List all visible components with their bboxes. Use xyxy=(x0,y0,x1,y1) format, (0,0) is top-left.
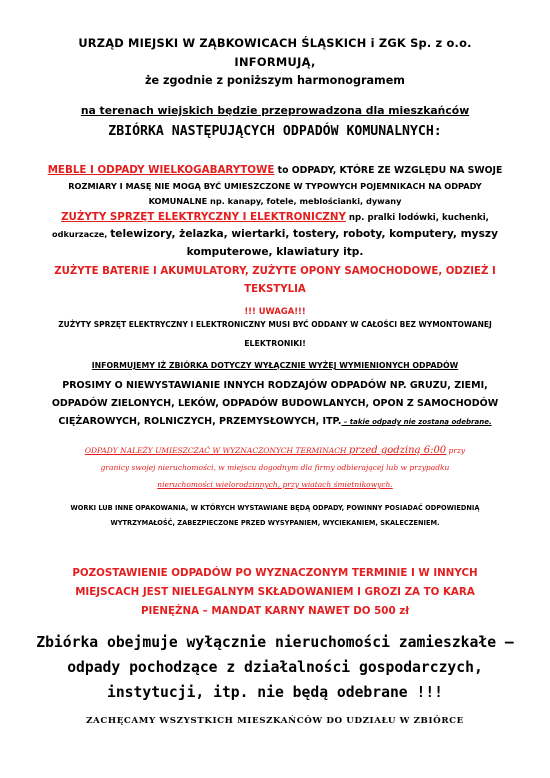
electronics-label: ZUŻYTY SPRZĘT ELEKTRYCZNY I ELEKTRONICZNY xyxy=(61,211,346,223)
electronics-line-2 xyxy=(0,228,550,240)
info-note: INFORMUJEMY IŻ ZBIÓRKA DOTYCZY WYŁĄCZNIE WYŻEJ WYMIENIONYCH ODPADÓW xyxy=(91,361,459,370)
furniture-line-1 xyxy=(0,164,550,176)
batteries-line-1: ZUŻYTE BATERIE I AKUMULATORY, ZUŻYTE OPONY SAMOCHODOWE, ODZIEŻ I xyxy=(54,266,496,277)
furniture-label: MEBLE I ODPADY WIELKOGABARYTOWE xyxy=(47,164,275,176)
warning-line-1: ZUŻYTY SPRZĘT ELEKTRYCZNY I ELEKTRONICZNY MUSI BYĆ ODDANY W CAŁOŚCI BEZ WYMONTOWANEJ xyxy=(58,320,492,329)
scope-line-1: Zbiórka obejmuje wyłącznie nieruchomości zamieszkałe – xyxy=(36,634,514,651)
info-request-note: – takie odpady nie zostaną odebrane. xyxy=(341,418,492,426)
info-request-3: CIĘŻAROWYCH, ROLNICZYCH, PRZEMYSŁOWYCH, ITP. xyxy=(58,416,342,427)
furniture-desc-2: ROZMIARY I MASĘ NIE MOGĄ BYĆ UMIESZCZONE W TYPOWYCH POJEMNIKACH NA ODPADY xyxy=(68,181,482,191)
penalty-line-2: MIEJSCACH JEST NIELEGALNYM SKŁADOWANIEM I GROZI ZA TO KARA xyxy=(75,586,475,598)
placement-line-1 xyxy=(0,445,550,456)
placement-line-1c: przy xyxy=(446,446,466,455)
furniture-desc-3: KOMUNALNE np. kanapy, fotele, meblościanki, dywany xyxy=(148,196,402,206)
header-inform: INFORMUJĄ, xyxy=(234,55,316,69)
bags-line-2: WYTRZYMAŁOŚĆ, ZABEZPIECZONE PRZED WYSYPANIEM, WYCIEKANIEM, SKALECZENIEM. xyxy=(110,519,440,527)
header-schedule: że zgodnie z poniższym harmonogramem xyxy=(145,74,405,87)
page-title: ZBIÓRKA NASTĘPUJĄCYCH ODPADÓW KOMUNALNYCH: xyxy=(108,124,442,139)
electronics-desc-2b: telewizory, żelazka, wiertarki, tostery, roboty, komputery, myszy xyxy=(110,228,498,240)
furniture-desc-1: to ODPADY, KTÓRE ZE WZGLĘDU NA SWOJE xyxy=(274,165,503,176)
header-org: URZĄD MIEJSKI W ZĄBKOWICACH ŚLĄSKICH i ZGK Sp. z o.o. xyxy=(78,36,472,50)
placement-line-3: nieruchomości wielorodzinnych, przy wiatach śmietnikowych. xyxy=(157,480,393,489)
warning-line-2: ELEKTRONIKI! xyxy=(244,339,306,348)
info-request-3-line xyxy=(0,416,550,427)
footer-invite: ZACHĘCAMY WSZYSTKICH MIESZKAŃCÓW DO UDZIAŁU W ZBIÓRCE xyxy=(86,716,464,726)
bags-line-1: WORKI LUB INNE OPAKOWANIA, W KTÓRYCH WYSTAWIANE BĘDĄ ODPADY, POWINNY POSIADAĆ ODPOWIEDNIĄ xyxy=(70,504,480,512)
penalty-line-3: PIENĘŻNA – MANDAT KARNY NAWET DO 500 zł xyxy=(140,605,410,617)
penalty-line-1: POZOSTAWIENIE ODPADÓW PO WYZNACZONYM TERMINIE I W INNYCH xyxy=(72,567,478,579)
scope-line-3: instytucji, itp. nie będą odebrane !!! xyxy=(106,684,444,701)
electronics-line-1 xyxy=(0,211,550,223)
electronics-desc-1: np. pralki lodówki, kuchenki, xyxy=(345,213,489,223)
scope-line-2: odpady pochodzące z działalności gospodarczych, xyxy=(67,659,483,676)
info-request-2: ODPADÓW ZIELONYCH, LEKÓW, ODPADÓW BUDOWLANYCH, OPON Z SAMOCHODÓW xyxy=(51,398,499,409)
header-areas: na terenach wiejskich będzie przeprowadzona dla mieszkańców xyxy=(80,104,470,117)
electronics-desc-2a: odkurzacze, xyxy=(52,229,111,239)
warning-label: !!! UWAGA!!! xyxy=(244,306,306,316)
electronics-desc-3: komputerowe, klawiatury itp. xyxy=(186,246,364,258)
placement-line-2: granicy swojej nieruchomości, w miejscu dogodnym dla firmy odbierającej lub w przypadku xyxy=(100,463,450,472)
batteries-line-2: TEKSTYLIA xyxy=(244,284,306,295)
placement-time: przed godziną 6:00 xyxy=(348,445,447,456)
placement-line-1a: ODPADY NALEŻY UMIESZCZAĆ W WYZNACZONYCH TERMINACH xyxy=(84,446,349,455)
info-request-1: PROSIMY O NIEWYSTAWIANIE INNYCH RODZAJÓW ODPADÓW NP. GRUZU, ZIEMI, xyxy=(62,380,488,391)
